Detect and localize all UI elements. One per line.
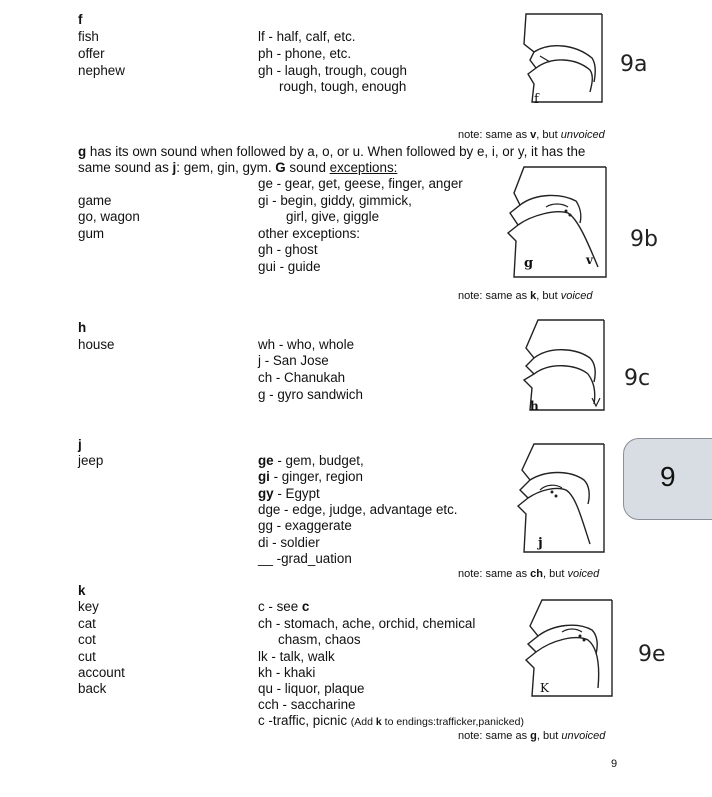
figure-letter-k: K [540,681,549,695]
handwritten-label-9b: 9b [630,227,658,252]
spelling-f-1: lf - half, calf, etc. [258,29,356,44]
word-jeep: jeep [78,453,104,468]
mouth-diagram-k [518,596,614,700]
section-letter-j: j [78,437,82,452]
spelling-f-3: gh - laugh, trough, cough [258,63,407,78]
word-nephew: nephew [78,63,125,78]
figure-letter-j: j [538,536,543,551]
g-intro-line-1: g has its own sound when followed by a, o, or u. When followed by e, i, or y, it has the [78,144,586,159]
spelling-f-2: ph - phone, etc. [258,46,352,61]
spelling-j-di: di - soldier [258,535,320,550]
g-intro-line-2: same sound as j: gem, gin, gym. G sound exceptions: [78,160,398,175]
spelling-f-4: rough, tough, enough [279,79,407,94]
note-f: note: same as v, but unvoiced [458,129,605,141]
handwritten-label-9c: 9c [624,366,651,391]
spelling-k-lk: lk - talk, walk [258,649,335,664]
spelling-g-5: gh - ghost [258,242,318,257]
page-tab[interactable] [623,438,712,520]
word-account: account [78,665,125,680]
spelling-k-ch-2: chasm, chaos [278,632,361,647]
section-letter-k: k [78,583,86,598]
word-cot: cot [78,632,96,647]
page-tab-label: 9 [660,461,676,492]
spelling-k-ch: ch - stomach, ache, orchid, chemical [258,616,476,631]
mouth-diagram-g [506,163,612,283]
spelling-h-4: g - gyro sandwich [258,387,363,402]
spelling-k-c-traffic: c -traffic, picnic (Add k to endings:trafficker,panicked) [258,713,524,728]
handwritten-label-9a: 9a [620,52,648,77]
spelling-k-qu: qu - liquor, plaque [258,681,365,696]
spelling-h-2: j - San Jose [258,353,329,368]
spelling-g-1: ge - gear, get, geese, finger, anger [258,176,463,191]
spelling-j-gi: gi - ginger, region [258,469,363,484]
section-letter-f: f [78,12,83,27]
spelling-h-1: wh - who, whole [258,337,355,352]
word-offer: offer [78,46,105,61]
word-cut: cut [78,649,96,664]
figure-letter-h: h [530,399,539,413]
spelling-g-4: other exceptions: [258,226,360,241]
word-go-wagon: go, wagon [78,209,140,224]
note-k: note: same as g, but unvoiced [458,730,606,742]
spelling-h-3: ch - Chanukah [258,370,346,385]
figure-letter-g: g [524,256,534,271]
note-j: note: same as ch, but voiced [458,568,600,580]
word-fish: fish [78,29,99,44]
spelling-k-see-c: c - see c [258,599,310,614]
word-house: house [78,337,115,352]
note-g: note: same as k, but voiced [458,290,593,302]
word-key: key [78,599,99,614]
figure-letter-f: f [534,92,539,107]
spelling-j-dge: dge - edge, judge, advantage etc. [258,502,458,517]
handwritten-label-9e: 9e [638,642,666,667]
spelling-k-kh: kh - khaki [258,665,316,680]
word-gum: gum [78,226,105,241]
spelling-j-gy: gy - Egypt [258,486,320,501]
word-game: game [78,193,112,208]
section-letter-h: h [78,320,87,335]
spelling-j-gg: gg - exaggerate [258,518,352,533]
page-number: 9 [611,758,618,770]
spelling-k-cch: cch - saccharine [258,697,356,712]
spelling-g-2: gi - begin, giddy, gimmick, [258,193,412,208]
spelling-g-3: girl, give, giggle [286,209,380,224]
spelling-g-6: gui - guide [258,259,321,274]
word-back: back [78,681,107,696]
spelling-j-grad: __ -grad_uation [258,551,352,566]
word-cat: cat [78,616,96,631]
spelling-j-ge: ge - gem, budget, [258,453,364,468]
mouth-diagram-j [512,440,612,558]
figure-letter-v: v [586,253,593,267]
